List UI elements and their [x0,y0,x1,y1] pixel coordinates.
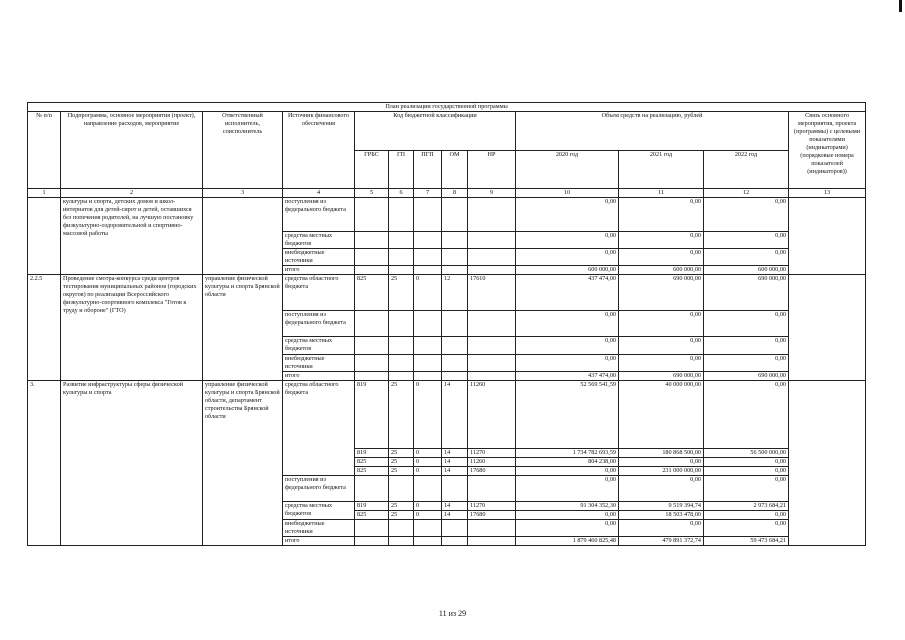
colnum-cell: 6 [389,189,414,198]
table-row [28,275,866,311]
value-2020: 0,00 [516,337,619,355]
colnum-cell: 9 [468,189,516,198]
header-grbs: ГРБС [355,150,389,189]
row-source: средства областного бюджета [283,275,355,311]
row-link [789,275,866,381]
header-pgp: ПГП [414,150,442,189]
value-2022: 0,00 [704,381,789,449]
header-num: № п/п [28,112,61,189]
row-source: итого [283,266,355,275]
header-2020: 2020 год [516,150,619,189]
value-2021: 690 000,00 [619,372,704,381]
code-gp: 25 [389,381,414,449]
value-2022: 0,00 [704,355,789,372]
value-2022: 56 500 000,00 [704,449,789,458]
header-om: ОМ [442,150,468,189]
value-2021: 0,00 [619,458,704,467]
value-2020: 437 474,00 [516,275,619,311]
colnum-cell: 4 [283,189,355,198]
code-om: 14 [442,458,468,467]
header-source: Источник финансового обеспечения [283,112,355,189]
header-link: Связь основного мероприятия, проекта (программы) с целевыми показателями (индикаторами) (порядковые номера показателей (индикаторов)) [789,112,866,189]
code-gp: 25 [389,467,414,476]
code-om: 14 [442,502,468,511]
code-grbs: 819 [355,502,389,511]
column-number-row [28,189,866,198]
row-source: средства областного бюджета [283,381,355,476]
value-2021: 0,00 [619,520,704,537]
value-2022: 0,00 [704,458,789,467]
value-2020: 0,00 [516,476,619,502]
header-volume-group: Объем средств на реализацию, рублей [516,112,789,151]
code-grbs: 825 [355,458,389,467]
header-bk-group: Код бюджетной классификации [355,112,516,151]
colnum-cell: 7 [414,189,442,198]
code-nr: 17680 [468,511,516,520]
value-2022: 0,00 [704,198,789,232]
value-2021: 0,00 [619,476,704,502]
value-2021: 0,00 [619,249,704,266]
code-gp: 25 [389,502,414,511]
value-2020: 0,00 [516,520,619,537]
value-2022: 0,00 [704,311,789,337]
code-grbs: 819 [355,381,389,449]
code-pgp: 0 [414,511,442,520]
row-description: Развитие инфраструктуры сферы физической культуры и спорта [61,381,203,546]
value-2020: 0,00 [516,249,619,266]
code-pgp: 0 [414,275,442,311]
value-2020: 1 734 782 693,59 [516,449,619,458]
value-2021: 0,00 [619,337,704,355]
colnum-cell: 3 [203,189,283,198]
header-responsible: Ответственный исполнитель, соисполнитель [203,112,283,189]
table-row [28,198,866,232]
value-2022: 0,00 [704,249,789,266]
value-2020: 91 304 352,30 [516,502,619,511]
header-gp: ГП [389,150,414,189]
value-2020: 0,00 [516,467,619,476]
colnum-cell: 2 [61,189,203,198]
value-2020: 0,00 [516,232,619,249]
table-row [28,381,866,449]
code-pgp: 0 [414,381,442,449]
code-nr: 11260 [468,458,516,467]
row-link [789,198,866,275]
row-source: внебюджетные источники [283,249,355,266]
program-plan-table [27,102,866,546]
value-2020: 0,00 [516,355,619,372]
code-gp: 25 [389,511,414,520]
code-gp: 25 [389,449,414,458]
row-source: поступления из федерального бюджета [283,476,355,502]
code-nr: 11270 [468,449,516,458]
value-2021: 0,00 [619,198,704,232]
code-pgp: 0 [414,467,442,476]
value-2020: 804 238,00 [516,458,619,467]
row-responsible: управление физической культуры и спорта Брянской области [203,275,283,381]
row-responsible [203,198,283,275]
row-source: поступления из федерального бюджета [283,311,355,337]
row-num-cell: 2.2.5 [28,275,61,381]
value-2022: 2 973 684,21 [704,502,789,511]
row-source: внебюджетные источники [283,520,355,537]
value-2022: 0,00 [704,337,789,355]
row-source: средства местных бюджетов [283,337,355,355]
value-2021: 0,00 [619,311,704,337]
value-2022: 600 000,00 [704,266,789,275]
code-grbs: 825 [355,275,389,311]
code-pgp: 0 [414,449,442,458]
value-2020: 52 569 541,59 [516,381,619,449]
value-2020: 0,00 [516,198,619,232]
colnum-cell: 5 [355,189,389,198]
value-2022: 0,00 [704,511,789,520]
code-om: 14 [442,511,468,520]
header-subprogram: Подпрограмма, основное мероприятия (проект), направление расходов, мероприятие [61,112,203,189]
value-2021: 690 000,00 [619,275,704,311]
value-2020: 0,00 [516,311,619,337]
colnum-cell: 12 [704,189,789,198]
value-2020: 1 879 460 825,48 [516,537,619,546]
row-num-cell: 3. [28,381,61,546]
value-2020: 437 474,00 [516,372,619,381]
row-description: Проведение смотра-конкурса среди центров тестирования муниципальных районов (городских округов) по реализации Всероссийского физкультурно-спортивного комплекса "Готов к труду и обороне" (ГТО) [61,275,203,381]
header-nr: НР [468,150,516,189]
code-gp: 25 [389,458,414,467]
value-2022: 690 000,00 [704,372,789,381]
value-2022: 690 000,00 [704,275,789,311]
table-title: План реализации государственной программы [28,103,866,112]
value-2022: 0,00 [704,520,789,537]
code-om: 14 [442,467,468,476]
value-2022: 59 473 684,21 [704,537,789,546]
code-om: 14 [442,381,468,449]
row-responsible: управление физической культуры и спорта Брянской области, департамент строительства Брянской области [203,381,283,546]
colnum-cell: 10 [516,189,619,198]
code-grbs: 825 [355,467,389,476]
header-2021: 2021 год [619,150,704,189]
value-2021: 40 000 000,00 [619,381,704,449]
value-2020: 600 000,00 [516,266,619,275]
code-pgp: 0 [414,458,442,467]
row-source: средства местных бюджетов [283,502,355,520]
value-2022: 0,00 [704,476,789,502]
code-nr: 11270 [468,502,516,511]
value-2021: 600 000,00 [619,266,704,275]
value-2021: 231 000 000,00 [619,467,704,476]
page-edge-mark [899,0,902,12]
colnum-cell: 13 [789,189,866,198]
header-2022: 2022 год [704,150,789,189]
value-2021: 9 519 394,74 [619,502,704,511]
code-grbs: 819 [355,449,389,458]
code-om: 12 [442,275,468,311]
row-num-cell [28,198,61,275]
value-2021: 18 503 478,00 [619,511,704,520]
row-source: внебюджетные источники [283,355,355,372]
code-om: 14 [442,449,468,458]
value-2021: 180 868 500,00 [619,449,704,458]
colnum-cell: 11 [619,189,704,198]
colnum-cell: 1 [28,189,61,198]
page-number: 11 из 29 [438,609,467,618]
row-link [789,381,866,546]
value-2021: 479 891 372,74 [619,537,704,546]
row-source: итого [283,372,355,381]
code-pgp: 0 [414,502,442,511]
value-2021: 0,00 [619,232,704,249]
code-grbs: 825 [355,511,389,520]
row-source: итого [283,537,355,546]
row-description: культуры и спорта, детских домов и школ-интернатов для детей-сирот и детей, оставшихся без попечения родителей, на лучшую постановку физкультурно-оздоровительной и спортивно-массовой работы [61,198,203,275]
row-source: поступления из федерального бюджета [283,198,355,232]
colnum-cell: 8 [442,189,468,198]
code-nr: 17610 [468,275,516,311]
code-nr: 11260 [468,381,516,449]
code-gp: 25 [389,275,414,311]
value-2022: 0,00 [704,232,789,249]
value-2022: 0,00 [704,467,789,476]
value-2020: 0,00 [516,511,619,520]
row-source: средства местных бюджетов [283,232,355,249]
code-nr: 17680 [468,467,516,476]
value-2021: 0,00 [619,355,704,372]
